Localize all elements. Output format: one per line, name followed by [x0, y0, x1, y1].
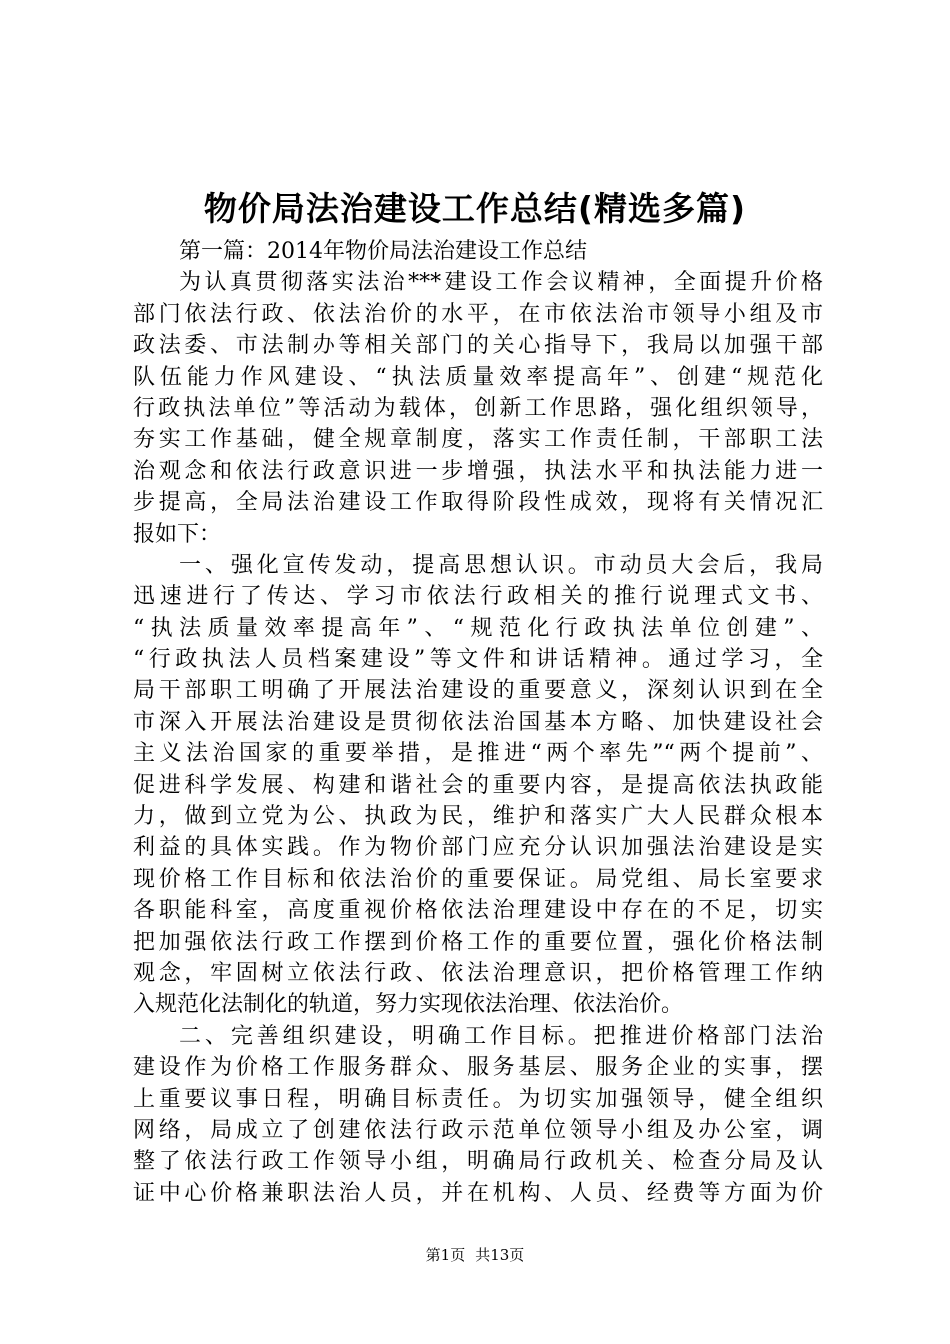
body-line: 整了依法行政工作领导小组，明确局行政机关、检查分局及认 — [133, 1149, 823, 1175]
body-line: “行政执法人员档案建设”等文件和讲话精神。通过学习，全 — [133, 647, 823, 673]
body-line: 队伍能力作风建设、“执法质量效率提高年”、创建“规范化 — [133, 364, 823, 390]
body-line: 观念，牢固树立依法行政、依法治理意识，把价格管理工作纳 — [133, 960, 823, 986]
document-title: 物价局法治建设工作总结(精选多篇) — [203, 189, 747, 228]
body-line: 步提高，全局法治建设工作取得阶段性成效，现将有关情况汇 — [133, 490, 823, 516]
page-number: 第1页 — [425, 1246, 466, 1264]
body-line: “执法质量效率提高年”、“规范化行政执法单位创建”、 — [133, 615, 823, 641]
document-body — [133, 236, 823, 1209]
page-footer — [0, 1245, 950, 1265]
body-line: 报如下： — [133, 521, 222, 547]
body-line: 上重要议事日程，明确目标责任。为切实加强领导，健全组织 — [133, 1086, 823, 1112]
body-line: 二、完善组织建设，明确工作目标。把推进价格部门法治 — [179, 1023, 823, 1049]
body-line: 为认真贯彻落实法治***建设工作会议精神，全面提升价格 — [179, 270, 823, 296]
body-line: 部门依法行政、依法治价的水平，在市依法治市领导小组及市 — [133, 301, 823, 327]
body-line: 现价格工作目标和依法治价的重要保证。局党组、局长室要求 — [133, 866, 823, 892]
body-line: 政法委、市法制办等相关部门的关心指导下，我局以加强干部 — [133, 333, 823, 359]
page-total: 共13页 — [475, 1246, 525, 1264]
body-line: 建设作为价格工作服务群众、服务基层、服务企业的实事，摆 — [133, 1055, 823, 1081]
body-line: 一、强化宣传发动，提高思想认识。市动员大会后，我局 — [179, 552, 823, 578]
body-line: 迅速进行了传达、学习市依法行政相关的推行说理式文书、 — [133, 584, 823, 610]
body-line: 网络，局成立了创建依法行政示范单位领导小组及办公室，调 — [133, 1117, 823, 1143]
body-line: 市深入开展法治建设是贯彻依法治国基本方略、加快建设社会 — [133, 709, 823, 735]
body-line: 证中心价格兼职法治人员，并在机构、人员、经费等方面为价 — [133, 1180, 823, 1206]
body-line: 夯实工作基础，健全规章制度，落实工作责任制，干部职工法 — [133, 427, 823, 453]
body-line: 把加强依法行政工作摆到价格工作的重要位置，强化价格法制 — [133, 929, 823, 955]
body-line: 治观念和依法行政意识进一步增强，执法水平和执法能力进一 — [133, 458, 823, 484]
body-line: 促进科学发展、构建和谐社会的重要内容，是提高依法执政能 — [133, 772, 823, 798]
body-line: 主义法治国家的重要举措，是推进“两个率先”“两个提前”、 — [133, 741, 823, 767]
body-line: 行政执法单位”等活动为载体，创新工作思路，强化组织领导， — [133, 395, 823, 421]
body-line: 入规范化法制化的轨道，努力实现依法治理、依法治价。 — [133, 992, 684, 1018]
body-line: 利益的具体实践。作为物价部门应充分认识加强法治建设是实 — [133, 835, 823, 861]
body-line: 各职能科室，高度重视价格依法治理建设中存在的不足，切实 — [133, 898, 823, 924]
body-line: 局干部职工明确了开展法治建设的重要意义，深刻认识到在全 — [133, 678, 823, 704]
body-line: 力，做到立党为公、执政为民，维护和落实广大人民群众根本 — [133, 804, 823, 830]
body-line: 第一篇：2014年物价局法治建设工作总结 — [179, 239, 587, 264]
